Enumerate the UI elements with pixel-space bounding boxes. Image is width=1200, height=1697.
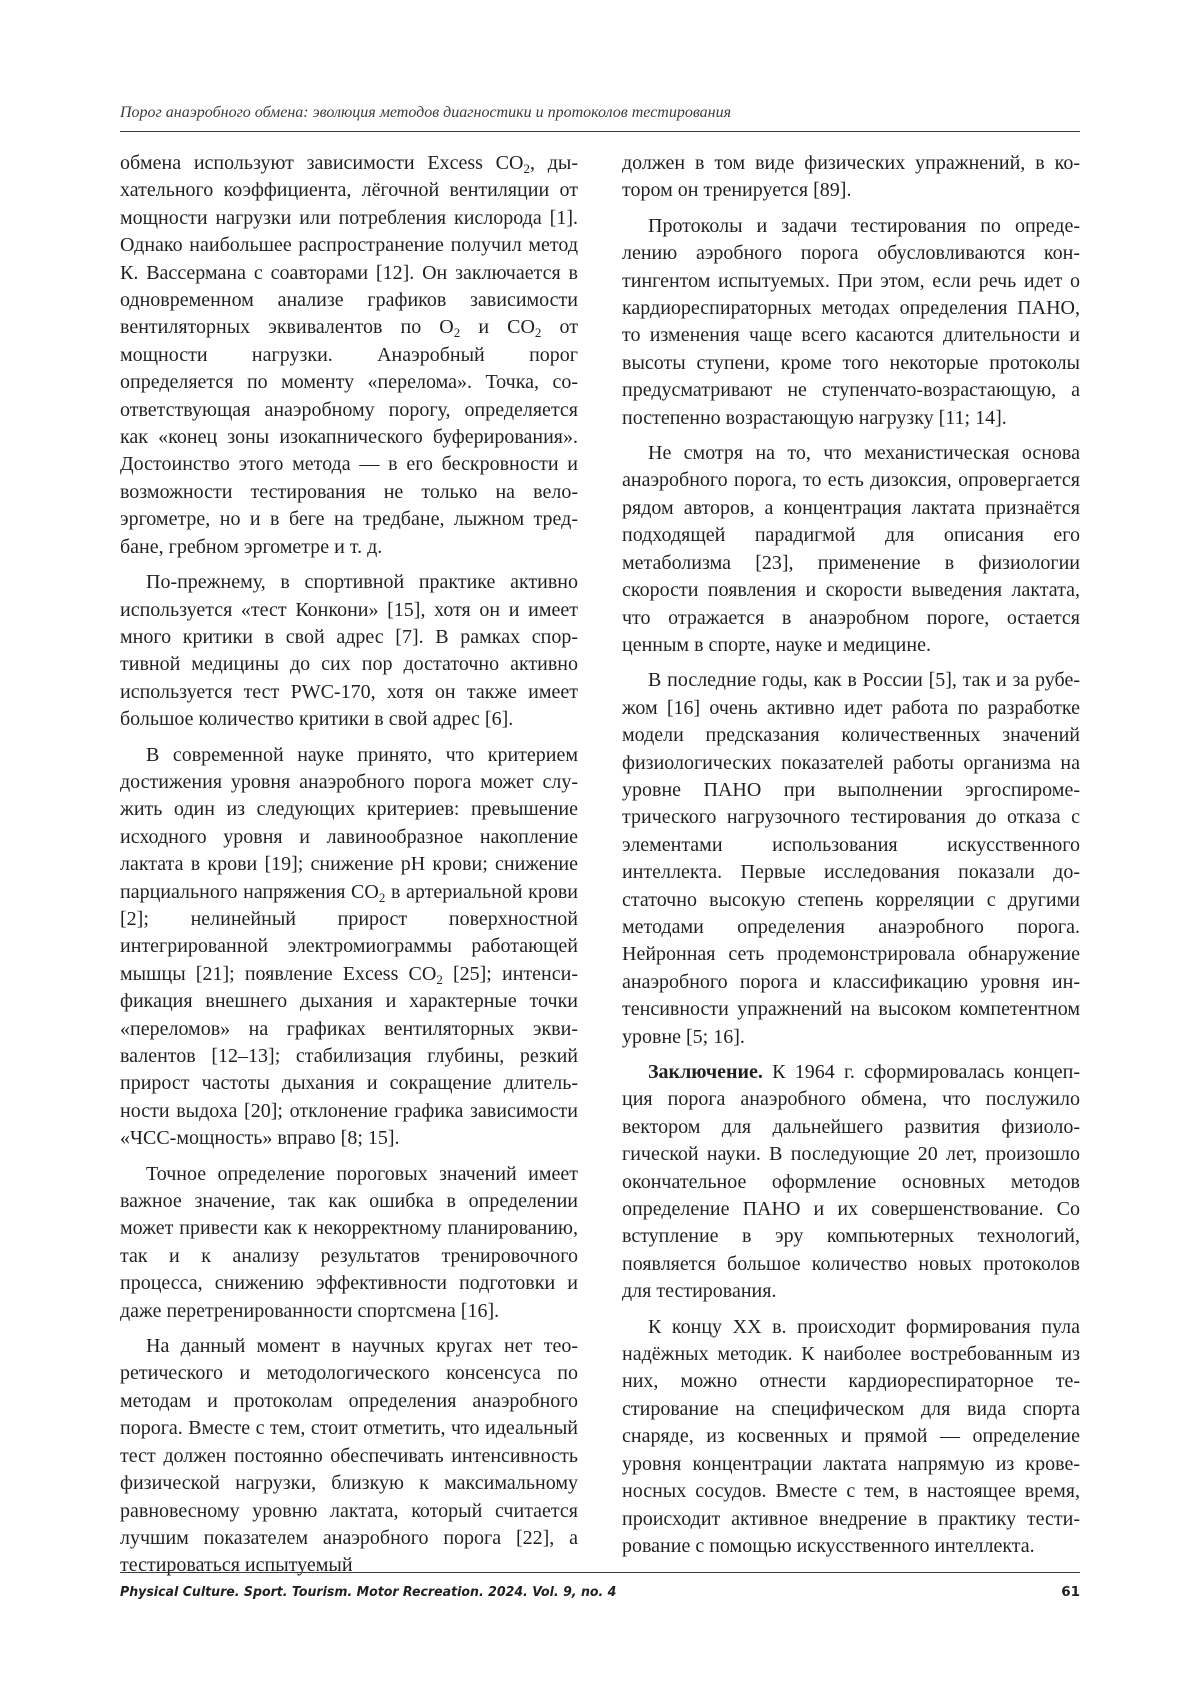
paragraph: К концу XX в. происходит формирования пула надёжных методик. К наиболее востребованным из них, можно отнести кардиореспираторное тестирование на специфическом для вида спорта снаряде, из косвенных и прямой — определение уровня концентрации лактата напрямую из кровеносных сосудов. Вместе с тем, в настоящее время, происходит активное внедрение в практику тестирование с помощью искусственного интеллекта. bbox=[622, 1315, 1080, 1557]
right-column bbox=[622, 150, 1080, 1568]
paragraph: По-прежнему, в спортивной практике активно используется «тест Конкони» [15], хотя он и имеет много критики в свой адрес [7]. В рамках спортивной медицины до сих пор достаточно активно используется тест PWC-170, хотя он также имеет большое количество критики в свой адрес [6]. bbox=[120, 571, 578, 731]
footer-rule bbox=[120, 1572, 1080, 1573]
paragraph: На данный момент в научных кругах нет теоретического и методологического консенсуса по методам и протоколам определения анаэробного порога. Вместе с тем, стоит отметить, что идеальный тест должен постоянно обеспечивать интенсивность физической нагрузки, близкую к максимальному равновесному уровню лактата, который считается лучшим показателем анаэробного порога [22], а тестироваться испытуемый bbox=[120, 1335, 578, 1577]
paragraph: должен в том виде физических упражнений, в котором он тренируется [89]. bbox=[622, 152, 1080, 202]
paragraph: Точное определение пороговых значений имеет важное значение, так как ошибка в определении может привести как к некорректному планированию, так и к анализу результатов тренировочного процесса, снижению эффективности подготовки и даже перетренированности спортсмена [16]. bbox=[120, 1162, 578, 1322]
footer-journal-citation: Physical Culture. Sport. Tourism. Motor Recreation. 2024. Vol. 9, no. 4 bbox=[120, 1584, 617, 1600]
paragraph: Протоколы и задачи тестирования по определению аэробного порога обусловливаются контингентом испытуемых. При этом, если речь идет о кардиореспираторных методах определения ПАНО, то изменения чаще всего касаются длительности и высоты ступени, кроме того некоторые протоколы предусматривают не ступенчато-возрастающую, а постепенно возрастающую нагрузку [11; 14]. bbox=[622, 214, 1080, 429]
left-column bbox=[120, 150, 578, 1588]
paragraph: обмена используют зависимости Excess $CO_2$, дыхательного коэффициента, лёгочной вентиляции от мощности нагрузки или потребления кислорода [1]. Однако наибольшее распространение получил метод К. Вассермана с соавторами [12]. Он заключается в одновременном анализе графиков зависимости вентиляторных эквивалентов по $O_2$ и $CO_2$ от мощности нагрузки. Анаэробный порог определяется по моменту «перелома». Точка, соответствующая анаэробному порогу, определяется как «конец зоны изокапнического буферирования». Достоинство этого метода — в его бескровности и возможности тестирования не только на велоэргометре, но и в беге на тредбане, лыжном тредбане, гребном эргометре и т. д. bbox=[120, 152, 578, 558]
paragraph: Заключение. К 1964 г. сформировалась концепция порога анаэробного обмена, что послужило вектором для дальнейшего развития физиологической науки. В последующие 20 лет, произошло окончательное оформление основных методов определение ПАНО и их совершенствование. Со вступление в эру компьютерных технологий, появляется большое количество новых протоколов для тестирования. bbox=[622, 1061, 1080, 1303]
page-number: 61 bbox=[1061, 1584, 1080, 1600]
running-head: Порог анаэробного обмена: эволюция методов диагностики и протоколов тестирования bbox=[120, 104, 732, 121]
paragraph: В последние годы, как в России [5], так и за рубежом [16] очень активно идет работа по разработке модели предсказания количественных значений физиологических показателей работы организма на уровне ПАНО при выполнении эргоспирометрического нагрузочного тестирования до отказа с элементами использования искусственного интеллекта. Первые исследования показали достаточно высокую степень корреляции с другими методами определения анаэробного порога. Нейронная сеть продемонстрировала обнаружение анаэробного порога и классификацию уровня интенсивности упражнений на высоком компетентном уровне [5; 16]. bbox=[622, 669, 1080, 1048]
header-rule bbox=[120, 131, 1080, 132]
paragraph: В современной науке принято, что критерием достижения уровня анаэробного порога может служить один из следующих критериев: превышение исходного уровня и лавинообразное накопление лактата в крови [19]; снижение pH крови; снижение парциального напряжения $CO_2$ в артериальной крови [2]; нелинейный прирост поверхностной интегрированной электромиограммы работающей мышцы [21]; появление Excess $CO_2$ [25]; интенсификация внешнего дыхания и характерные точки «переломов» на графиках вентиляторных эквивалентов [12–13]; стабилизация глубины, резкий прирост частоты дыхания и сокращение длительности выдоха [20]; отклонение графика зависимости «ЧСС-мощность» вправо [8; 15]. bbox=[120, 743, 578, 1150]
paragraph: Не смотря на то, что механистическая основа анаэробного порога, то есть дизоксия, опровергается рядом авторов, а концентрация лактата признаётся подходящей парадигмой для описания его метаболизма [23], применение в физиологии скорости появления и скорости выведения лактата, что отражается в анаэробном пороге, остается ценным в спорте, науке и медицине. bbox=[622, 442, 1080, 656]
